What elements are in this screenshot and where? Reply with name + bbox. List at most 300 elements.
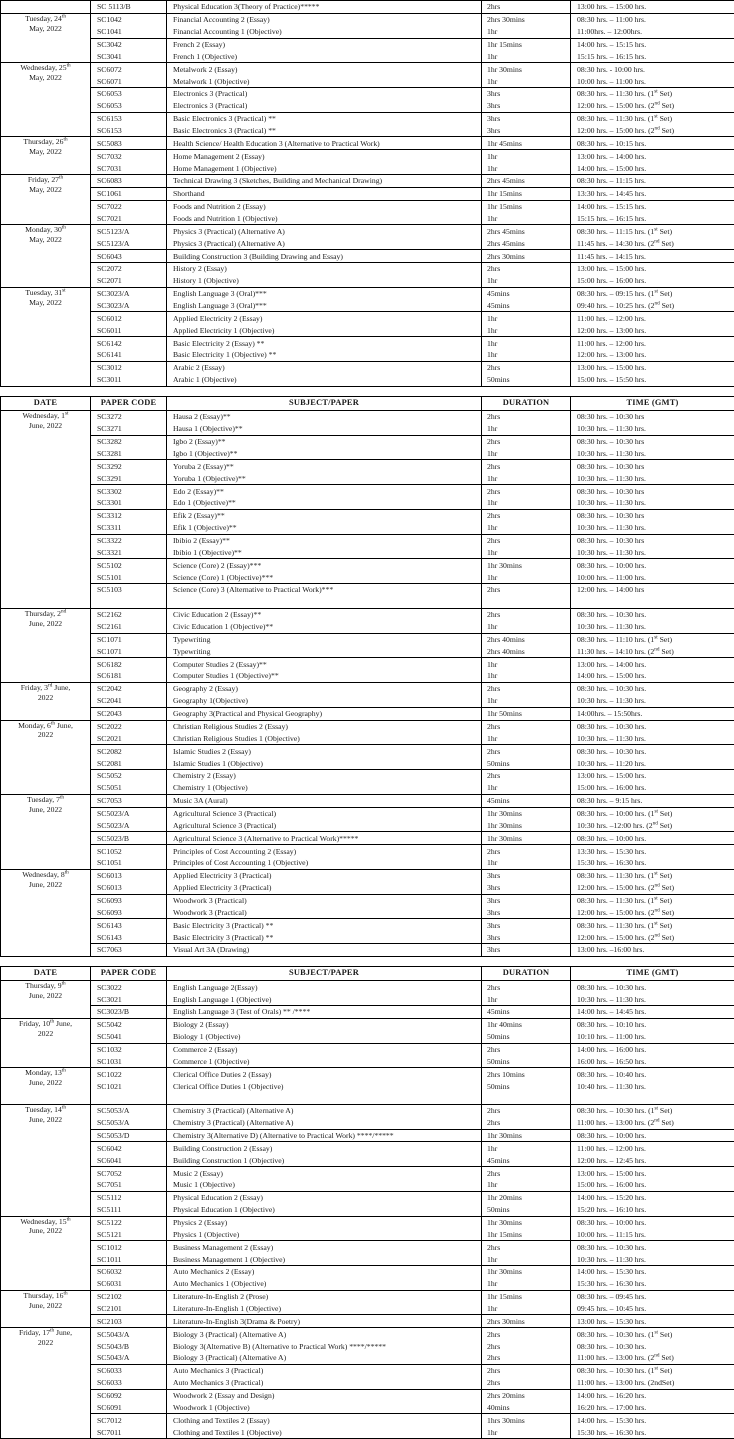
paper-code-cell-line: SC1012 (91, 1241, 166, 1253)
subject-cell-line: Woodwork 3 (Practical) (167, 895, 481, 907)
subject-cell (167, 1005, 482, 1018)
duration-cell-line: 2hrs 20mins (482, 1390, 570, 1402)
subject-cell-line: Applied Electricity 2 (Essay) (167, 312, 481, 324)
duration-cell (482, 411, 571, 436)
table-row (1, 187, 734, 200)
time-cell-line: 11:00 hrs. – 12:00 hrs. (571, 1142, 734, 1154)
paper-code-cell-line: SC3021 (91, 993, 166, 1005)
subject-cell-line: Basic Electricity 2 (Essay) ** (167, 337, 481, 349)
time-cell-line: 08:30 hrs. – 10:00 hrs. (571, 1217, 734, 1229)
table-row (1, 38, 734, 63)
subject-cell (167, 633, 482, 658)
duration-cell-line: 1hr 30mins (482, 63, 570, 75)
subject-cell (167, 1104, 482, 1129)
time-cell (571, 287, 734, 312)
duration-cell-line: 2hrs (482, 1352, 570, 1364)
time-cell (571, 1191, 734, 1216)
time-cell (571, 1018, 734, 1043)
table-row (1, 225, 734, 250)
paper-code-cell (91, 137, 167, 150)
time-cell-line: 08:30 hrs. – 10:30 hrs. (571, 1340, 734, 1352)
subject-cell (167, 981, 482, 1006)
time-cell (571, 919, 734, 944)
duration-cell (482, 944, 571, 957)
paper-code-cell-line: SC5121 (91, 1228, 166, 1240)
time-cell-line: 11:45 hrs. – 14:30 hrs. (2nd Set) (571, 237, 734, 249)
time-cell (571, 658, 734, 683)
paper-code-cell (91, 1142, 167, 1167)
time-cell-line: 08:30 hrs. – 10:30 hrs (571, 436, 734, 448)
subject-cell (167, 845, 482, 870)
table-row (1, 584, 734, 609)
duration-cell-line: 1hr (482, 1179, 570, 1191)
paper-code-cell (91, 1328, 167, 1365)
paper-code-cell-line: SC5123/A (91, 237, 166, 249)
duration-cell (482, 1, 571, 14)
paper-code-cell (91, 1068, 167, 1105)
paper-code-cell (91, 1104, 167, 1129)
time-cell-line: 15:20 hrs. – 16:10 hrs. (571, 1204, 734, 1216)
time-cell (571, 63, 734, 88)
paper-code-cell-line: SC5042 (91, 1019, 166, 1031)
subject-cell (167, 225, 482, 250)
date-cell: Friday, 3rd June, 2022 (1, 682, 91, 720)
duration-cell-line: 1hr (482, 571, 570, 583)
duration-cell-line: 2hrs 45mins (482, 237, 570, 249)
paper-code-cell-line: SC6011 (91, 324, 166, 336)
duration-cell-pad (482, 596, 570, 608)
subject-cell (167, 1266, 482, 1291)
duration-cell (482, 63, 571, 88)
time-cell-line: 08:30 hrs. – 10:30 hrs. (571, 683, 734, 695)
subject-cell-line: Music 1 (Objective) (167, 1179, 481, 1191)
timetable-section (0, 966, 734, 1439)
date-cell: Monday, 30th May, 2022 (1, 225, 91, 287)
duration-cell-line: 1hr (482, 695, 570, 707)
duration-cell-line: 1hr (482, 993, 570, 1005)
time-cell-line: 14:00 hrs. – 15:30 hrs. (571, 1414, 734, 1426)
subject-cell-line: Visual Art 3A (Drawing) (167, 944, 481, 956)
time-cell-line: 10:30 hrs. – 11:30 hrs. (571, 621, 734, 633)
subject-cell-line: Literature-In-English 1 (Objective) (167, 1303, 481, 1315)
subject-cell (167, 1167, 482, 1192)
paper-code-cell-line: SC6042 (91, 1142, 166, 1154)
col-header-paper-code: PAPER CODE (91, 966, 167, 980)
table-row (1, 1290, 734, 1315)
time-cell (571, 1241, 734, 1266)
time-cell (571, 832, 734, 845)
date-cell: Wednesday, 25th May, 2022 (1, 63, 91, 137)
paper-code-cell-line: SC1031 (91, 1055, 166, 1067)
time-cell (571, 633, 734, 658)
paper-code-cell (91, 88, 167, 113)
duration-cell-line: 1hr (482, 448, 570, 460)
time-cell-line: 08:30 hrs. – 10:30 hrs (571, 485, 734, 497)
time-cell-line: 10:30 hrs. – 11:30 hrs. (571, 732, 734, 744)
duration-cell-line: 2hrs (482, 1340, 570, 1352)
paper-code-cell-line: SC1022 (91, 1068, 166, 1080)
time-cell-line: 13:00 hrs. – 15:00 hrs. (571, 362, 734, 374)
duration-cell (482, 175, 571, 188)
table-row (1, 1018, 734, 1043)
subject-cell-line: Basic Electricity 3 (Practical) ** (167, 931, 481, 943)
subject-cell (167, 894, 482, 919)
time-cell (571, 38, 734, 63)
duration-cell-line: 2hrs 30mins (482, 1315, 570, 1327)
table-row (1, 312, 734, 337)
paper-code-cell-line: SC3023/A (91, 300, 166, 312)
subject-cell-line: Principles of Cost Accounting 2 (Essay) (167, 845, 481, 857)
paper-code-cell-line: SC5043/A (91, 1328, 166, 1340)
duration-cell-line: 2hrs (482, 1377, 570, 1389)
table-row (1, 794, 734, 807)
paper-code-cell-line: SC5023/A (91, 819, 166, 831)
time-cell-line: 08:30 hrs. – 11:30 hrs. (1st Set) (571, 919, 734, 931)
subject-cell-line: Financial Accounting 2 (Essay) (167, 14, 481, 26)
table-row (1, 1266, 734, 1291)
subject-cell (167, 63, 482, 88)
subject-cell-line: Biology 1 (Objective) (167, 1031, 481, 1043)
subject-cell (167, 534, 482, 559)
subject-cell-line: Physical Education 3(Theory of Practice)***** (167, 1, 481, 13)
time-cell-line: 15:00 hrs. – 16:00 hrs. (571, 782, 734, 794)
subject-cell-line: History 2 (Essay) (167, 263, 481, 275)
duration-cell-line: 2hrs 40mins (482, 645, 570, 657)
time-cell (571, 312, 734, 337)
duration-cell-line: 1hr (482, 857, 570, 869)
time-cell-line: 15:00 hrs. – 16:00 hrs. (571, 1179, 734, 1191)
time-cell-line: 11:30 hrs. – 14:10 hrs. (2nd Set) (571, 645, 734, 657)
paper-code-cell-line: SC6033 (91, 1377, 166, 1389)
subject-cell-line: Civic Education 1 (Objective)** (167, 621, 481, 633)
duration-cell-line: 1hrs 30mins (482, 1414, 570, 1426)
subject-cell-line: Science (Core) 1 (Objective)*** (167, 571, 481, 583)
paper-code-cell-line: SC7022 (91, 201, 166, 213)
subject-cell-line: Auto Mechanics 1 (Objective) (167, 1278, 481, 1290)
subject-cell-line: Applied Electricity 3 (Practical) (167, 870, 481, 882)
time-cell (571, 745, 734, 770)
subject-cell-line: Business Management 1 (Objective) (167, 1253, 481, 1265)
time-cell-line: 14:00 hrs. – 15:30 hrs. (571, 1266, 734, 1278)
subject-cell-line: Science (Core) 3 (Alternative to Practical Work)*** (167, 584, 481, 596)
col-header-time: TIME (GMT) (571, 966, 734, 980)
subject-cell (167, 1018, 482, 1043)
table-row (1, 88, 734, 113)
time-cell (571, 1167, 734, 1192)
duration-cell (482, 1043, 571, 1068)
table-row (1, 1191, 734, 1216)
duration-cell-line: 1hr 15mins (482, 201, 570, 213)
time-cell-line: 13:00 hrs. – 15:00 hrs. (571, 1, 734, 13)
duration-cell-line: 50mins (482, 1204, 570, 1216)
duration-cell-line: 1hr (482, 497, 570, 509)
paper-code-cell-line: SC6053 (91, 88, 166, 100)
duration-cell-line: 1hr 30mins (482, 1217, 570, 1229)
paper-code-cell (91, 411, 167, 436)
time-cell-line: 08:30 hrs. – 11:15 hrs. (1st Set) (571, 225, 734, 237)
paper-code-cell-line: SC6141 (91, 349, 166, 361)
table-row (1, 361, 734, 386)
paper-code-cell-line: SC1011 (91, 1253, 166, 1265)
subject-cell-line: Home Management 1 (Objective) (167, 162, 481, 174)
time-cell-line: 11:00 hrs. – 13:00 hrs. (2nd Set) (571, 1352, 734, 1364)
duration-cell-line: 1hr 15mins (482, 1228, 570, 1240)
duration-cell-line: 3hrs (482, 113, 570, 125)
subject-cell (167, 263, 482, 288)
table-row (1, 137, 734, 150)
date-cell: Friday, 27th May, 2022 (1, 175, 91, 225)
subject-cell (167, 869, 482, 894)
table-row (1, 337, 734, 362)
paper-code-cell (91, 633, 167, 658)
table-row (1, 1005, 734, 1018)
duration-cell (482, 807, 571, 832)
time-cell (571, 1068, 734, 1105)
paper-code-cell-line: SC6181 (91, 670, 166, 682)
time-cell-line: 09:45 hrs. – 10:45 hrs. (571, 1303, 734, 1315)
time-cell-line: 12:00 hrs. – 12:45 hrs. (571, 1154, 734, 1166)
paper-code-cell-line: SC3023/B (91, 1006, 166, 1018)
paper-code-cell-line: SC7012 (91, 1414, 166, 1426)
table-row (1, 1167, 734, 1192)
paper-code-cell-line: SC5112 (91, 1192, 166, 1204)
paper-code-cell-line: SC7051 (91, 1179, 166, 1191)
subject-cell-line: Literature-In-English 3(Drama & Poetry) (167, 1315, 481, 1327)
table-header-row (1, 966, 734, 980)
time-cell-line: 08:30 hrs. – 10:00 hrs. (571, 559, 734, 571)
paper-code-cell (91, 1129, 167, 1142)
subject-cell (167, 584, 482, 609)
paper-code-cell-line: SC7052 (91, 1167, 166, 1179)
paper-code-cell (91, 559, 167, 584)
paper-code-cell (91, 658, 167, 683)
time-cell (571, 460, 734, 485)
duration-cell-line: 3hrs (482, 100, 570, 112)
time-cell (571, 88, 734, 113)
paper-code-cell-line: SC3272 (91, 411, 166, 423)
subject-cell-line: English Language 3 (Oral)*** (167, 288, 481, 300)
duration-cell-line: 2hrs (482, 1117, 570, 1129)
duration-cell (482, 832, 571, 845)
col-header-duration: DURATION (482, 966, 571, 980)
paper-code-cell-line: SC 5113/B (91, 1, 166, 13)
subject-cell (167, 200, 482, 225)
duration-cell-line: 50mins (482, 1080, 570, 1092)
time-cell-line: 08:30 hrs. – 10:30 hrs (571, 510, 734, 522)
time-cell (571, 1328, 734, 1365)
paper-code-cell-line: SC5043/B (91, 1340, 166, 1352)
subject-cell (167, 175, 482, 188)
subject-cell (167, 807, 482, 832)
time-cell-line: 14:00 hrs. – 16:20 hrs. (571, 1390, 734, 1402)
subject-cell-line: Physics 2 (Essay) (167, 1217, 481, 1229)
time-cell-line: 08:30 hrs. – 10:30 hrs. (571, 721, 734, 733)
date-cell: Friday, 17th June, 2022 (1, 1328, 91, 1439)
duration-cell-line: 1hr (482, 337, 570, 349)
duration-cell-line: 1hr (482, 621, 570, 633)
paper-code-cell (91, 175, 167, 188)
paper-code-cell-line: SC3041 (91, 50, 166, 62)
paper-code-cell-line: SC7021 (91, 213, 166, 225)
subject-cell-line: Computer Studies 1 (Objective)** (167, 670, 481, 682)
table-row (1, 509, 734, 534)
time-cell (571, 1142, 734, 1167)
duration-cell-line: 3hrs (482, 88, 570, 100)
duration-cell-line: 1hr (482, 547, 570, 559)
subject-cell-line: Clerical Office Duties 1 (Objective) (167, 1080, 481, 1092)
duration-cell (482, 88, 571, 113)
paper-code-cell-line: SC2081 (91, 757, 166, 769)
duration-cell-line: 2hrs (482, 1241, 570, 1253)
time-cell (571, 769, 734, 794)
time-cell-line: 13:00 hrs. – 15:30 hrs. (571, 1315, 734, 1327)
subject-cell (167, 1216, 482, 1241)
subject-cell-line: Woodwork 2 (Essay and Design) (167, 1390, 481, 1402)
paper-code-cell (91, 1266, 167, 1291)
table-row (1, 250, 734, 263)
duration-cell (482, 869, 571, 894)
paper-code-cell-line: SC5051 (91, 782, 166, 794)
time-cell (571, 608, 734, 633)
paper-code-cell-line: SC6091 (91, 1401, 166, 1413)
paper-code-cell-line: SC3271 (91, 423, 166, 435)
subject-cell-line: Ibibio 1 (Objective)** (167, 547, 481, 559)
table-row (1, 112, 734, 137)
duration-cell (482, 150, 571, 175)
duration-cell (482, 38, 571, 63)
subject-cell (167, 287, 482, 312)
time-cell-pad (571, 596, 734, 608)
paper-code-cell-line: SC2021 (91, 732, 166, 744)
paper-code-cell-pad (91, 596, 166, 608)
table-row (1, 1129, 734, 1142)
subject-cell (167, 1191, 482, 1216)
table-row (1, 263, 734, 288)
duration-cell-line: 1hr (482, 423, 570, 435)
duration-cell-line: 1hr (482, 75, 570, 87)
table-row (1, 807, 734, 832)
time-cell-line: 08:30 hrs. – 10:10 hrs. (571, 1019, 734, 1031)
duration-cell-line: 2hrs (482, 745, 570, 757)
duration-cell-line: 3hrs (482, 931, 570, 943)
duration-cell-line: 1hr 15mins (482, 188, 570, 200)
subject-cell (167, 1241, 482, 1266)
time-cell-line: 15:00 hrs. – 15:50 hrs. (571, 374, 734, 386)
paper-code-cell-line: SC2162 (91, 609, 166, 621)
time-cell-line: 13:00 hrs. – 14:00 hrs. (571, 658, 734, 670)
time-cell-line: 09:40 hrs. – 10:25 hrs. (2nd Set) (571, 300, 734, 312)
time-cell-line: 12:00 hrs. – 15:00 hrs. (2nd Set) (571, 931, 734, 943)
duration-cell-line: 45mins (482, 300, 570, 312)
duration-cell (482, 794, 571, 807)
subject-cell-line: Auto Mechanics 3 (Practical) (167, 1365, 481, 1377)
date-cell: Wednesday, 1st June, 2022 (1, 411, 91, 609)
subject-cell-line: Commerce 2 (Essay) (167, 1044, 481, 1056)
time-cell (571, 361, 734, 386)
duration-cell-line: 2hrs 45mins (482, 225, 570, 237)
subject-cell-line: Auto Mechanics 2 (Essay) (167, 1266, 481, 1278)
subject-cell-line: Music 3A (Aural) (167, 795, 481, 807)
time-cell-line: 15:30 hrs. – 16:30 hrs. (571, 1278, 734, 1290)
subject-cell-line: Woodwork 3 (Practical) (167, 906, 481, 918)
subject-cell (167, 1043, 482, 1068)
paper-code-cell-line: SC5053/D (91, 1130, 166, 1142)
paper-code-cell-line: SC5052 (91, 770, 166, 782)
paper-code-cell (91, 187, 167, 200)
paper-code-cell-line: SC3023/A (91, 288, 166, 300)
duration-cell-line: 50mins (482, 757, 570, 769)
paper-code-cell (91, 769, 167, 794)
paper-code-cell-line: SC2161 (91, 621, 166, 633)
duration-cell (482, 1328, 571, 1365)
paper-code-cell (91, 794, 167, 807)
paper-code-cell (91, 361, 167, 386)
paper-code-cell-line: SC6092 (91, 1390, 166, 1402)
subject-cell-line: Foods and Nutrition 1 (Objective) (167, 213, 481, 225)
paper-code-cell (91, 1191, 167, 1216)
subject-cell-line: Auto Mechanics 3 (Practical) (167, 1377, 481, 1389)
time-cell (571, 1, 734, 14)
duration-cell-line: 1hr 20mins (482, 1192, 570, 1204)
time-cell-line: 15:15 hrs. – 16:15 hrs. (571, 213, 734, 225)
paper-code-cell-line: SC6071 (91, 75, 166, 87)
duration-cell-line: 45mins (482, 288, 570, 300)
table-row (1, 435, 734, 460)
subject-cell-line: Music 2 (Essay) (167, 1167, 481, 1179)
subject-cell-line: Biology 3 (Practical) (Alternative A) (167, 1352, 481, 1364)
time-cell (571, 981, 734, 1006)
timetable-section (0, 0, 734, 387)
time-cell-line: 15:30 hrs. – 16:30 hrs. (571, 1426, 734, 1438)
time-cell (571, 1005, 734, 1018)
time-cell-line: 08:30 hrs. – 10:30 hrs. (571, 981, 734, 993)
paper-code-cell-line: SC2043 (91, 708, 166, 720)
duration-cell-line: 1hr (482, 1303, 570, 1315)
duration-cell-line: 2hrs 30mins (482, 14, 570, 26)
table-row (1, 411, 734, 436)
duration-cell-line: 1hr (482, 213, 570, 225)
subject-cell-line: English Language 3 (Test of Orals) ** /**** (167, 1006, 481, 1018)
table-row (1, 1142, 734, 1167)
paper-code-cell (91, 1315, 167, 1328)
time-cell-line: 11:00 hrs. – 13:00 hrs. (2nd Set) (571, 1117, 734, 1129)
subject-cell-line: Arabic 1 (Objective) (167, 374, 481, 386)
subject-cell-line: Chemistry 2 (Essay) (167, 770, 481, 782)
duration-cell (482, 1068, 571, 1105)
duration-cell-line: 2hrs (482, 263, 570, 275)
paper-code-cell (91, 1167, 167, 1192)
duration-cell (482, 1241, 571, 1266)
table-row (1, 869, 734, 894)
col-header-duration: DURATION (482, 396, 571, 410)
paper-code-cell-line: SC6143 (91, 919, 166, 931)
time-cell-line: 14:00 hrs. – 15:00 hrs. (571, 670, 734, 682)
duration-cell-line: 1hr (482, 1426, 570, 1438)
subject-cell-line: Woodwork 1 (Objective) (167, 1401, 481, 1413)
duration-cell-line: 45mins (482, 1006, 570, 1018)
duration-cell (482, 559, 571, 584)
duration-cell (482, 337, 571, 362)
paper-code-cell-line: SC6093 (91, 906, 166, 918)
time-cell (571, 1043, 734, 1068)
subject-cell-line: Science (Core) 2 (Essay)*** (167, 559, 481, 571)
paper-code-cell (91, 807, 167, 832)
duration-cell (482, 187, 571, 200)
subject-cell (167, 707, 482, 720)
subject-cell (167, 559, 482, 584)
paper-code-cell (91, 250, 167, 263)
time-cell-line: 08:30 hrs. – 11:15 hrs. (571, 175, 734, 187)
